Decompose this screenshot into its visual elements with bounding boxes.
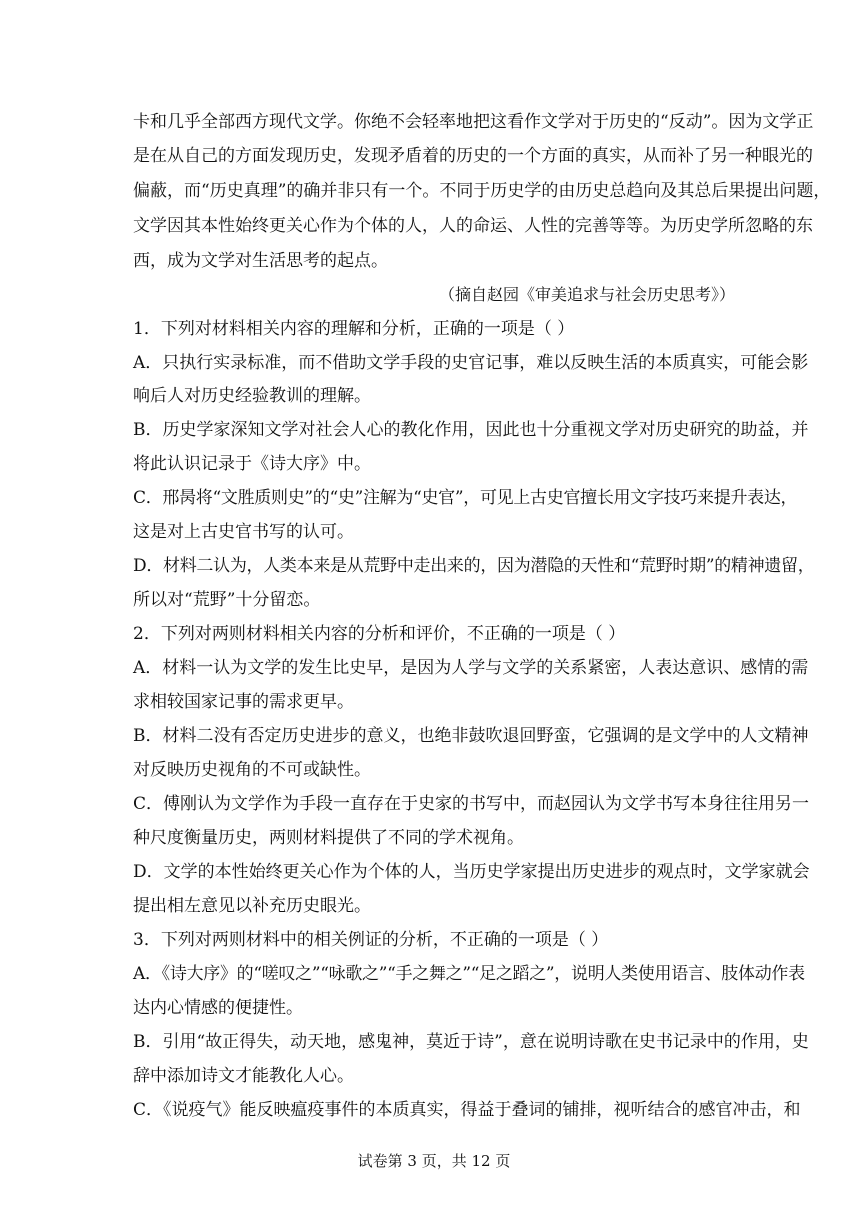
question-stem: 1．下列对材料相关内容的理解和分析，正确的一项是（ ）: [133, 319, 575, 339]
option-line: A．只执行实录标准，而不借助文学手段的史官记事，难以反映生活的本质真实，可能会影: [133, 353, 809, 373]
option-line: C．《说疫气》能反映瘟疫事件的本质真实，得益于叠词的铺排，视听结合的感官冲击，和: [133, 1100, 801, 1120]
option-line: D．文学的本性始终更关心作为个体的人，当历史学家提出历史进步的观点时，文学家就会: [133, 862, 810, 882]
option-line: 种尺度衡量历史，两则材料提供了不同的学术视角。: [133, 828, 524, 848]
page-footer: 试卷第 3 页，共 12 页: [357, 1152, 511, 1170]
option-line: 所以对“荒野”十分留恋。: [133, 590, 321, 610]
passage-source: （摘自赵园《审美追求与社会历史思考》）: [438, 285, 735, 304]
option-line: B．历史学家深知文学对社会人心的教化作用，因此也十分重视文学对历史研究的助益，并: [133, 420, 809, 440]
option-line: 求相较国家记事的需求更早。: [133, 692, 354, 712]
passage-line: 文学因其本性始终更关心作为个体的人，人的命运、人性的完善等等。为历史学所忽略的东: [133, 216, 813, 236]
option-line: A．材料一认为文学的发生比史早，是因为人学与文学的关系紧密，人表达意识、感情的需: [133, 658, 809, 678]
option-line: B．引用“故正得失，动天地，感鬼神，莫近于诗”，意在说明诗歌在史书记录中的作用，史: [133, 1032, 809, 1052]
option-line: 提出相左意见以补充历史眼光。: [133, 896, 371, 916]
option-line: B．材料二没有否定历史进步的意义，也绝非鼓吹退回野蛮，它强调的是文学中的人文精神: [133, 726, 809, 746]
passage-line: 偏蔽，而“历史真理”的确并非只有一个。不同于历史学的由历史总趋向及其总后果提出问题，: [133, 181, 831, 201]
option-line: 响后人对历史经验教训的理解。: [133, 386, 371, 406]
option-line: D．材料二认为，人类本来是从荒野中走出来的，因为潜隐的天性和“荒野时期”的精神遗留，: [133, 556, 815, 576]
question-stem: 2．下列对两则材料相关内容的分析和评价，不正确的一项是（ ）: [133, 624, 626, 644]
passage-line: 西，成为文学对生活思考的起点。: [133, 251, 388, 271]
passage-line: 卡和几乎全部西方现代文学。你绝不会轻率地把这看作文学对于历史的“反动”。因为文学正: [133, 112, 814, 132]
option-line: 这是对上古史官书写的认可。: [133, 522, 354, 542]
question-stem: 3．下列对两则材料中的相关例证的分析，不正确的一项是（ ）: [133, 930, 609, 950]
option-line: C．邢昺将“文胜质则史”的“史”注解为“史官”，可见上古史官擅长用文字技巧来提升表达，: [133, 488, 798, 508]
option-line: 达内心情感的便捷性。: [133, 998, 303, 1018]
passage-line: 是在从自己的方面发现历史，发现矛盾着的历史的一个方面的真实，从而补了另一种眼光的: [133, 146, 813, 166]
option-line: 将此认识记录于《诗大序》中。: [133, 454, 371, 474]
option-line: A．《诗大序》的“嗟叹之”“咏歌之”“手之舞之”“足之蹈之”，说明人类使用语言、肢体动作表: [133, 964, 805, 984]
option-line: 辞中添加诗文才能教化人心。: [133, 1066, 354, 1086]
option-line: 对反映历史视角的不可或缺性。: [133, 760, 371, 780]
option-line: C．傅刚认为文学作为手段一直存在于史家的书写中，而赵园认为文学书写本身往往用另一: [133, 794, 810, 814]
